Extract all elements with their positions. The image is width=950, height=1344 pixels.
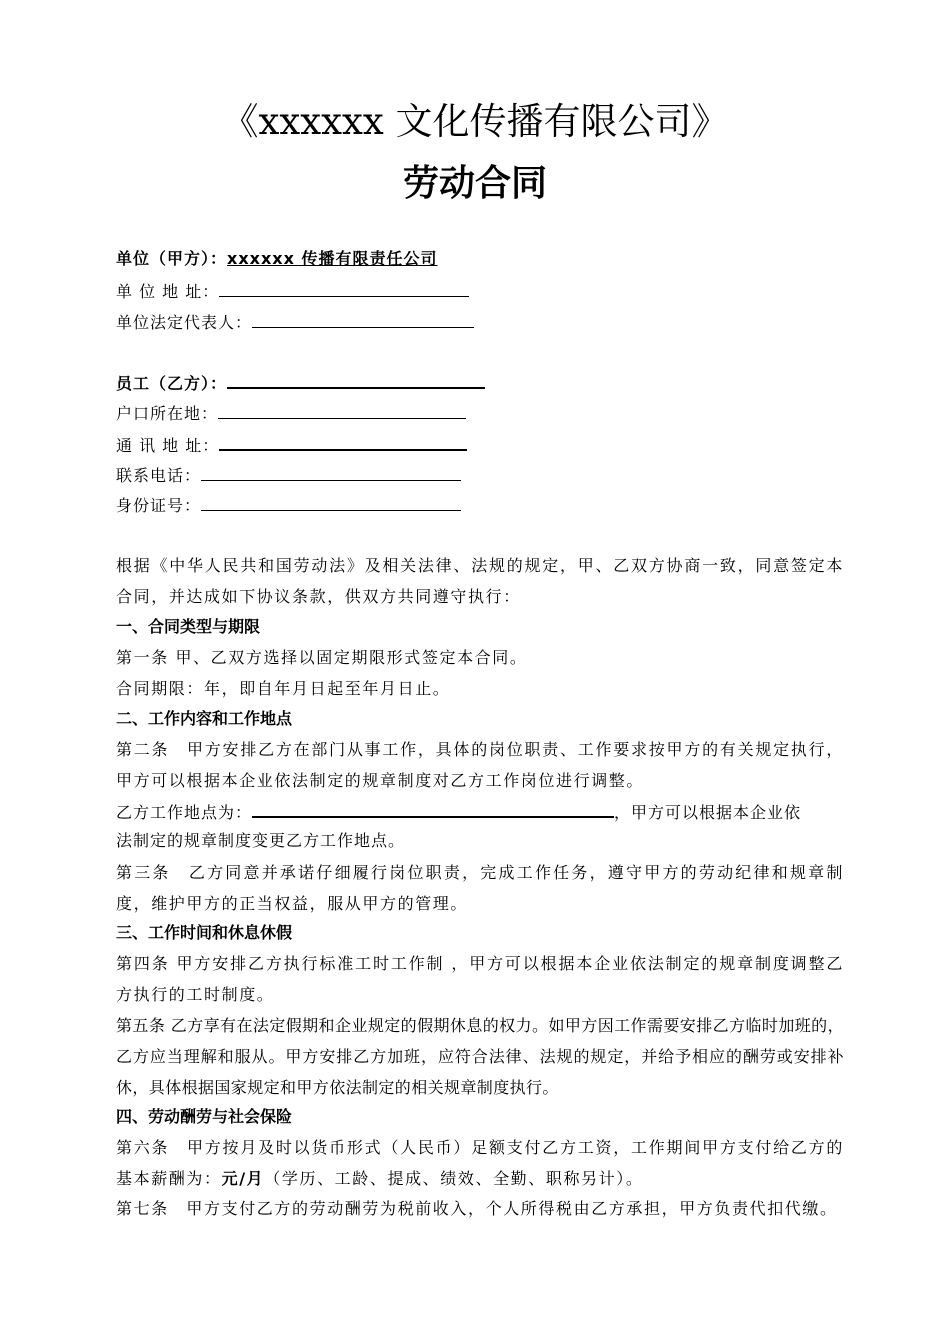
unit-address-blank[interactable]	[219, 280, 469, 297]
workplace-blank[interactable]	[252, 800, 614, 818]
article-6	[116, 1132, 844, 1194]
legal-rep-label: 单位法定代表人：	[116, 313, 253, 332]
legal-rep-line	[116, 311, 474, 334]
article-1: 第一条 甲、乙双方选择以固定期限形式签定本合同。	[116, 648, 528, 667]
mail-address-label: 通 讯 地 址：	[116, 436, 220, 455]
unit-line	[116, 248, 438, 270]
mail-address-blank[interactable]	[219, 433, 467, 451]
preamble-paragraph: 根据《中华人民共和国劳动法》及相关法律、法规的规定，甲、乙双方协商一致，同意签定本合同，并达成如下协议条款，供双方共同遵守执行：	[116, 556, 844, 606]
section-1-heading: 一、合同类型与期限	[116, 617, 261, 636]
phone-label: 联系电话：	[116, 466, 202, 485]
article-6-note: （学历、工龄、提成、绩效、全勤、职称另计）。	[264, 1169, 644, 1188]
workplace-continuation: ，甲方可以根据本企业依	[614, 803, 802, 822]
hukou-line	[116, 402, 466, 425]
section-2-heading: 二、工作内容和工作地点	[116, 709, 293, 728]
article-3: 第三条 乙方同意并承诺仔细履行岗位职责，完成工作任务，遵守甲方的劳动纪律和规章制度，维护甲方的正当权益，服从甲方的管理。	[116, 863, 844, 913]
id-number-blank[interactable]	[201, 494, 461, 511]
section-4-heading: 四、劳动酬劳与社会保险	[116, 1107, 293, 1126]
unit-address-line	[116, 280, 469, 303]
hukou-blank[interactable]	[218, 402, 466, 419]
workplace-line	[116, 800, 801, 824]
company-title: 《xxxxxx 文化传播有限公司》	[221, 100, 729, 143]
article-5: 第五条 乙方享有在法定假期和企业规定的假期休息的权力。如甲方因工作需要安排乙方临时加班的，乙方应当理解和服从。甲方安排乙方加班，应符合法律、法规的规定，并给予相应的酬劳或安排补休，具体根据国家规定和甲方依法制定的相关规章制度执行。	[116, 1016, 844, 1097]
mail-address-line	[116, 433, 467, 457]
employee-blank[interactable]	[227, 371, 485, 389]
hukou-label: 户口所在地：	[116, 404, 219, 423]
section-3-heading: 三、工作时间和休息休假	[116, 923, 293, 942]
unit-value: xxxxxx 传播有限责任公司	[227, 249, 438, 268]
article-7: 第七条 甲方支付乙方的劳动酬劳为税前收入，个人所得税由乙方承担，甲方负责代扣代缴。	[116, 1199, 838, 1218]
article-4: 第四条 甲方安排乙方执行标准工时工作制 ，甲方可以根据本企业依法制定的规章制度调整乙方执行的工时制度。	[116, 954, 844, 1004]
legal-rep-blank[interactable]	[252, 311, 474, 328]
workplace-line-2: 法制定的规章制度变更乙方工作地点。	[116, 831, 406, 850]
salary-unit: 元/月	[221, 1169, 265, 1188]
article-6-text: 第六条 甲方按月及时以货币形式（人民币）足额支付乙方工资，工作期间甲方支付给乙方的基本薪酬为：	[116, 1138, 844, 1188]
id-number-label: 身份证号：	[116, 496, 202, 515]
document-title: 劳动合同	[402, 163, 547, 204]
unit-address-label: 单 位 地 址：	[116, 282, 220, 301]
unit-label: 单位（甲方）：	[116, 249, 228, 268]
contract-term: 合同期限：年，即自年月日起至年月日止。	[116, 679, 451, 698]
employee-label: 员工（乙方）：	[116, 374, 228, 393]
article-2: 第二条 甲方安排乙方在部门从事工作，具体的岗位职责、工作要求按甲方的有关规定执行，甲方可以根据本企业依法制定的规章制度对乙方工作岗位进行调整。	[116, 740, 844, 790]
id-number-line	[116, 494, 461, 517]
phone-line	[116, 464, 461, 487]
workplace-label: 乙方工作地点为：	[116, 803, 253, 822]
employee-line	[116, 371, 485, 395]
phone-blank[interactable]	[201, 464, 461, 481]
